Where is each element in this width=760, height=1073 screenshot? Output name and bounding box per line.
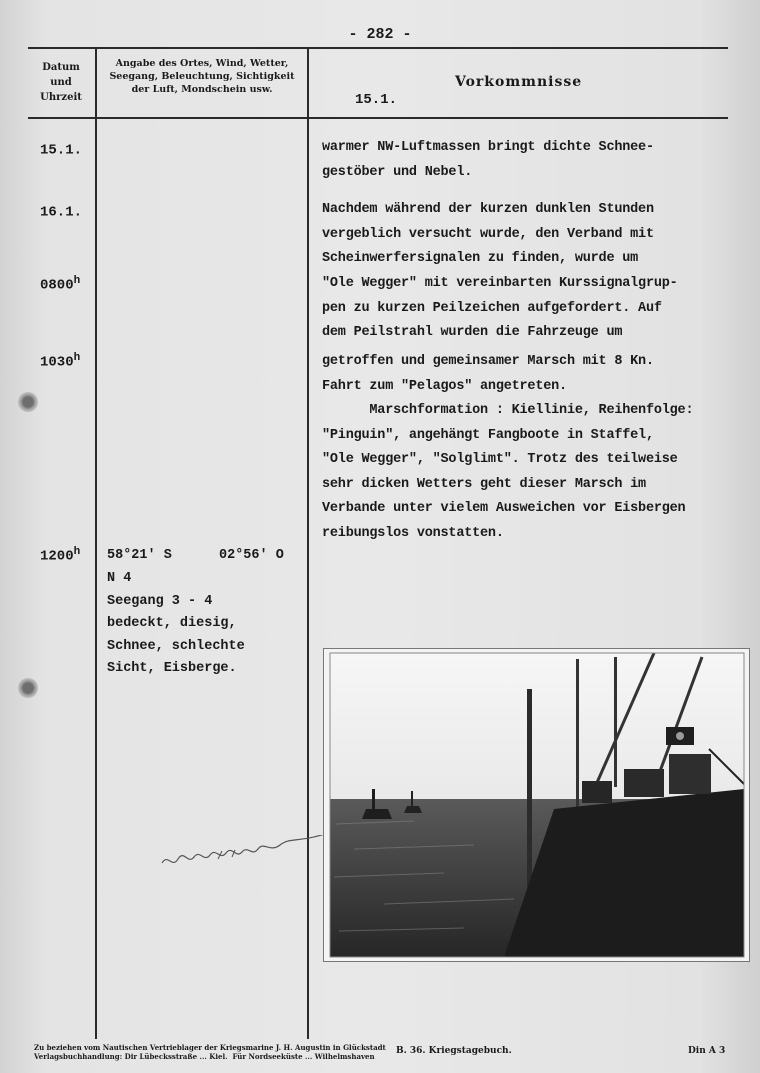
position-lat: 58°21' S [107,548,172,563]
header-col2-line1: Angabe des Ortes, Wind, Wetter, [115,58,289,69]
time-entry: 1200$^h$ [40,546,81,565]
ship-convoy-photograph [323,648,750,962]
header-col1-line3: Uhrzeit [40,92,82,103]
header-events: Vorkommnisse [455,74,583,90]
position-lon: 02°56' O [219,548,284,563]
punch-hole [18,392,38,412]
header-date-time [30,60,92,105]
weather-description: N 4 Seegang 3 - 4 bedeckt, diesig, Schnee, schlechte Sicht, Eisberge. [107,571,245,676]
event-entry: Nachdem während der kurzen dunklen Stunden vergeblich versucht wurde, den Verband mit Scheinwerfersignalen zu finden, wurde um [322,202,654,266]
photo-image [324,649,749,961]
footer-publisher: Zu beziehen vom Nautischen Vertrieblager der Kriegsmarine J. H. Augustin in Glückstadt Verlagsbuchhandlung: Dir Lübecksstraße ... Kiel. Für Nordseeküste ... Wilhelmshaven [34,1043,386,1061]
event-entry: warmer NW-Luftmassen bringt dichte Schnee- gestöber und Nebel. [322,140,654,180]
footer-form-id: B. 36. Kriegstagebuch. [396,1046,512,1056]
header-location-weather [98,57,306,96]
time-entry: 16.1. [40,204,83,221]
time-entry: 0800$^h$ [40,275,81,294]
header-rule [28,117,728,119]
header-col1-line2: und [50,77,72,88]
footer-paper-size: Din A 3 [688,1046,726,1056]
header-col1-line1: Datum [42,62,80,73]
event-entry: getroffen und gemeinsamer Marsch mit 8 Kn. Fahrt zum "Pelagos" angetreten. Marschformation : Kiellinie, Reihenfolge: "Pinguin", angehängt Fangboote in Staffel, "Ole Wegger", "Solglimt". Trotz des teilweise sehr dicken Wetters geht dieser Marsch im Verbande unter vielem Ausweichen vor Eisbergen reibungslos vonstatten. [322,354,694,541]
column-divider-1 [95,49,97,1039]
top-rule [28,47,728,49]
time-entry: 15.1. [40,142,83,159]
header-col2-line2: Seegang, Beleuchtung, Sichtigkeit [109,71,295,82]
time-entry: 1030$^h$ [40,352,81,371]
header-date: 15.1. [355,92,398,108]
handwritten-signature [158,835,333,875]
column-divider-2 [307,49,309,1039]
page-number: - 282 - [348,26,412,43]
header-col2-line3: der Luft, Mondschein usw. [131,84,273,95]
punch-hole [18,678,38,698]
event-entry: "Ole Wegger" mit vereinbarten Kurssignalgrup- pen zu kurzen Peilzeichen aufgefordert. Auf dem Peilstrahl wurden die Fahrzeuge um [322,276,678,340]
